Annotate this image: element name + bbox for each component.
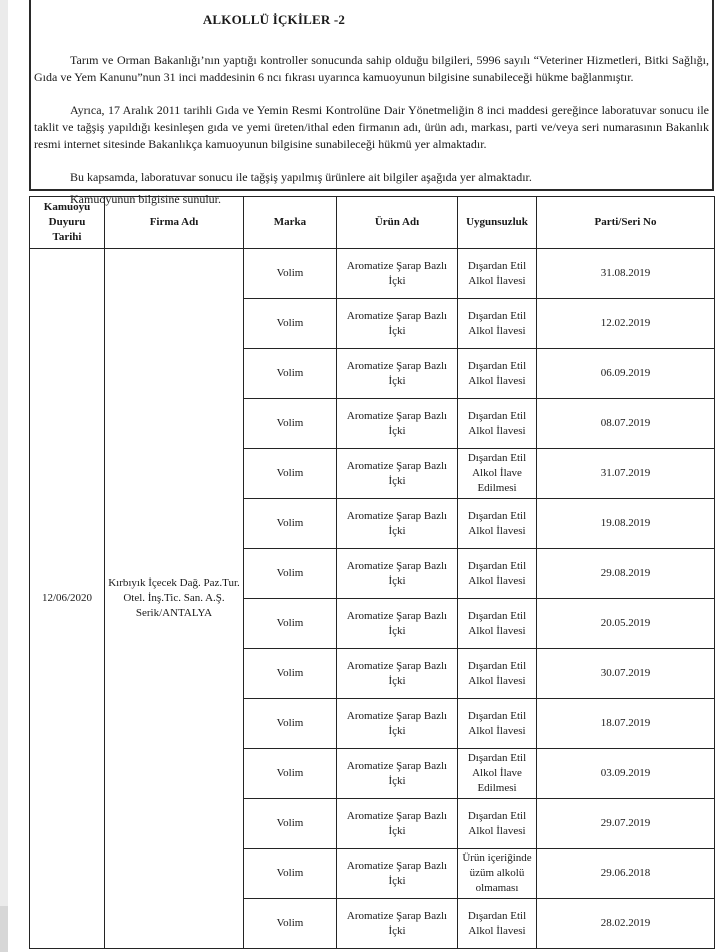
intro-paragraph-1: Tarım ve Orman Bakanlığı’nın yaptığı kontroller sonucunda sahip olduğu bilgileri, 5996 sayılı “Veteriner Hizmetleri, Bitki Sağlığı, Gıda ve Yem Kanunu”nun 31 inci maddesinin 6 ncı fıkrası uyarınca kamuoyunun bilgisine sunabileceği hükme bağlanmıştır. — [34, 53, 709, 84]
product-name-cell: Aromatize Şarap Bazlı İçki — [337, 599, 458, 649]
brand-cell: Volim — [244, 799, 337, 849]
brand-cell: Volim — [244, 249, 337, 299]
batch-serial-no-cell: 08.07.2019 — [537, 399, 715, 449]
column-header-brand: Marka — [244, 197, 337, 249]
brand-cell: Volim — [244, 299, 337, 349]
batch-serial-no-cell: 31.08.2019 — [537, 249, 715, 299]
nonconformity-cell: Dışardan Etil Alkol İlavesi — [458, 349, 537, 399]
table-header-row — [30, 197, 715, 249]
intro-paragraph-4: Kamuoyunun bilgisine sunulur. — [70, 192, 221, 206]
nonconformity-cell: Dışardan Etil Alkol İlavesi — [458, 799, 537, 849]
intro-text-frame — [29, 0, 714, 206]
brand-cell: Volim — [244, 399, 337, 449]
batch-serial-no-cell: 28.02.2019 — [537, 899, 715, 949]
intro-paragraph-3: Bu kapsamda, laboratuvar sonucu ile tağşiş yapılmış ürünlere ait bilgiler aşağıda yer almaktadır. — [70, 170, 532, 184]
batch-serial-no-cell: 20.05.2019 — [537, 599, 715, 649]
announcement-date-cell: 12/06/2020 — [30, 249, 105, 949]
batch-serial-no-cell: 19.08.2019 — [537, 499, 715, 549]
column-header-product-name: Ürün Adı — [337, 197, 458, 249]
product-name-cell: Aromatize Şarap Bazlı İçki — [337, 799, 458, 849]
brand-cell: Volim — [244, 549, 337, 599]
column-header-announcement-date: Kamuoyu Duyuru Tarihi — [30, 197, 105, 249]
batch-serial-no-cell: 29.07.2019 — [537, 799, 715, 849]
batch-serial-no-cell: 18.07.2019 — [537, 699, 715, 749]
nonconformity-cell: Dışardan Etil Alkol İlavesi — [458, 899, 537, 949]
nonconformity-cell: Dışardan Etil Alkol İlavesi — [458, 649, 537, 699]
product-name-cell: Aromatize Şarap Bazlı İçki — [337, 399, 458, 449]
product-name-cell: Aromatize Şarap Bazlı İçki — [337, 449, 458, 499]
table-row — [30, 249, 715, 299]
batch-serial-no-cell: 12.02.2019 — [537, 299, 715, 349]
nonconformity-cell: Dışardan Etil Alkol İlavesi — [458, 599, 537, 649]
nonconformity-cell: Dışardan Etil Alkol İlave Edilmesi — [458, 749, 537, 799]
nonconformity-cell: Dışardan Etil Alkol İlavesi — [458, 699, 537, 749]
nonconformity-cell: Dışardan Etil Alkol İlavesi — [458, 549, 537, 599]
product-name-cell: Aromatize Şarap Bazlı İçki — [337, 699, 458, 749]
batch-serial-no-cell: 29.08.2019 — [537, 549, 715, 599]
nonconformity-cell: Dışardan Etil Alkol İlavesi — [458, 499, 537, 549]
product-name-cell: Aromatize Şarap Bazlı İçki — [337, 349, 458, 399]
company-name-cell: Kırbıyık İçecek Dağ. Paz.Tur. Otel. İnş.Tic. San. A.Ş. Serik/ANTALYA — [105, 249, 244, 949]
intro-paragraph-2: Ayrıca, 17 Aralık 2011 tarihli Gıda ve Yemin Resmi Kontrolüne Dair Yönetmeliğin 8 inci maddesi gereğince laboratuvar sonucu ile taklit ve tağşiş yapıldığı kesinleşen gıda ve yemi üreten/ithal eden firmanın adı, ürün adı, markası, parti ve/veya seri numarasının Bakanlık resmi internet sitesinde Bakanlıkça kamuoyunun bilgisine sunabileceği hükmü yer almaktadır. — [34, 103, 709, 151]
brand-cell: Volim — [244, 599, 337, 649]
batch-serial-no-cell: 03.09.2019 — [537, 749, 715, 799]
batch-serial-no-cell: 29.06.2018 — [537, 849, 715, 899]
brand-cell: Volim — [244, 349, 337, 399]
nonconformity-cell: Ürün içeriğinde üzüm alkolü olmaması — [458, 849, 537, 899]
brand-cell: Volim — [244, 899, 337, 949]
nonconformity-cell: Dışardan Etil Alkol İlavesi — [458, 399, 537, 449]
scan-edge-strip — [0, 0, 8, 952]
column-header-nonconformity: Uygunsuzluk — [458, 197, 537, 249]
brand-cell: Volim — [244, 749, 337, 799]
product-name-cell: Aromatize Şarap Bazlı İçki — [337, 549, 458, 599]
column-header-batch-serial-no: Parti/Seri No — [537, 197, 715, 249]
brand-cell: Volim — [244, 449, 337, 499]
brand-cell: Volim — [244, 499, 337, 549]
product-name-cell: Aromatize Şarap Bazlı İçki — [337, 749, 458, 799]
products-table — [29, 196, 715, 949]
batch-serial-no-cell: 30.07.2019 — [537, 649, 715, 699]
product-name-cell: Aromatize Şarap Bazlı İçki — [337, 249, 458, 299]
batch-serial-no-cell: 06.09.2019 — [537, 349, 715, 399]
batch-serial-no-cell: 31.07.2019 — [537, 449, 715, 499]
brand-cell: Volim — [244, 649, 337, 699]
product-name-cell: Aromatize Şarap Bazlı İçki — [337, 649, 458, 699]
brand-cell: Volim — [244, 699, 337, 749]
page-title: ALKOLLÜ İÇKİLER -2 — [202, 12, 346, 27]
nonconformity-cell: Dışardan Etil Alkol İlavesi — [458, 249, 537, 299]
product-name-cell: Aromatize Şarap Bazlı İçki — [337, 899, 458, 949]
column-header-company-name: Firma Adı — [105, 197, 244, 249]
nonconformity-cell: Dışardan Etil Alkol İlave Edilmesi — [458, 449, 537, 499]
brand-cell: Volim — [244, 849, 337, 899]
product-name-cell: Aromatize Şarap Bazlı İçki — [337, 299, 458, 349]
nonconformity-cell: Dışardan Etil Alkol İlavesi — [458, 299, 537, 349]
product-name-cell: Aromatize Şarap Bazlı İçki — [337, 849, 458, 899]
scan-edge-shadow — [0, 906, 8, 952]
product-name-cell: Aromatize Şarap Bazlı İçki — [337, 499, 458, 549]
